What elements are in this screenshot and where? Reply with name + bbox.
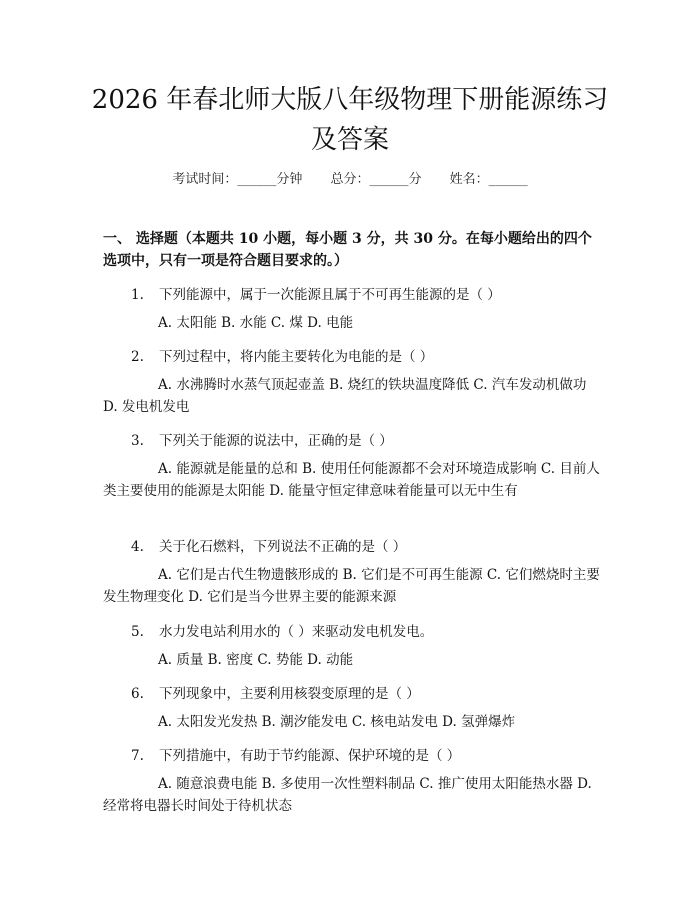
question-6 [103,682,603,702]
question-7-options [103,773,603,817]
question-number: 4. [131,539,144,555]
question-2 [103,345,603,365]
question-text: 下列措施中，有助于节约能源、保护环境的是（ ） [159,748,461,764]
options-text: A. 水沸腾时水蒸气顶起壶盖 B. 烧红的铁块温度降低 C. 汽车发动机做功 D. 发电机发电 [103,377,587,415]
question-number: 6. [131,686,144,702]
question-1-options [103,312,603,334]
question-4-options [103,564,603,608]
title-line-1: 2026 年春北师大版八年级物理下册能源练习 [91,85,609,115]
exam-score: 总分：______分 [330,172,422,187]
options-text: A. 太阳能 B. 水能 C. 煤 D. 电能 [158,315,354,331]
question-number: 5. [131,624,144,640]
title-line-2: 及答案 [310,125,389,155]
document-title [60,80,640,160]
question-3 [103,429,603,449]
question-1 [103,283,603,303]
question-3-options [103,458,603,502]
question-text: 下列关于能源的说法中，正确的是（ ） [159,433,393,449]
question-number: 1. [131,287,144,303]
question-number: 2. [131,349,144,365]
options-text: A. 太阳发光发热 B. 潮汐能发电 C. 核电站发电 D. 氢弹爆炸 [158,714,516,730]
exam-time: 考试时间：______分钟 [172,172,303,187]
question-number: 3. [131,433,144,449]
question-text: 水力发电站利用水的（ ）来驱动发电机发电。 [159,624,434,640]
question-2-options [103,374,603,418]
question-5 [103,620,603,640]
question-4 [103,535,603,555]
question-text: 下列现象中，主要利用核裂变原理的是（ ） [159,686,420,702]
question-number: 7. [131,748,144,764]
question-text: 下列能源中，属于一次能源且属于不可再生能源的是（ ） [159,287,501,303]
options-text: A. 能源就是能量的总和 B. 使用任何能源都不会对环境造成影响 C. 目前人类主要使用的能源是太阳能 D. 能量守恒定律意味着能量可以无中生有 [103,461,600,499]
options-text: A. 随意浪费电能 B. 多使用一次性塑料制品 C. 推广使用太阳能热水器 D. 经常将电器长时间处于待机状态 [103,776,592,814]
student-name: 姓名：______ [449,172,528,187]
exam-meta [0,168,700,187]
options-text: A. 它们是古代生物遗骸形成的 B. 它们是不可再生能源 C. 它们燃烧时主要发生物理变化 D. 它们是当今世界主要的能源来源 [103,567,600,605]
question-5-options [103,649,603,671]
options-text: A. 质量 B. 密度 C. 势能 D. 动能 [158,652,354,668]
question-6-options [103,711,603,733]
question-text: 关于化石燃料，下列说法不正确的是（ ） [159,539,407,555]
section-title: 一、 选择题（本题共 10 小题，每小题 3 分，共 30 分。在每小题给出的四个选项中，只有一项是符合题目要求的。） [103,231,592,269]
question-text: 下列过程中，将内能主要转化为电能的是（ ） [159,349,434,365]
question-7 [103,744,603,764]
